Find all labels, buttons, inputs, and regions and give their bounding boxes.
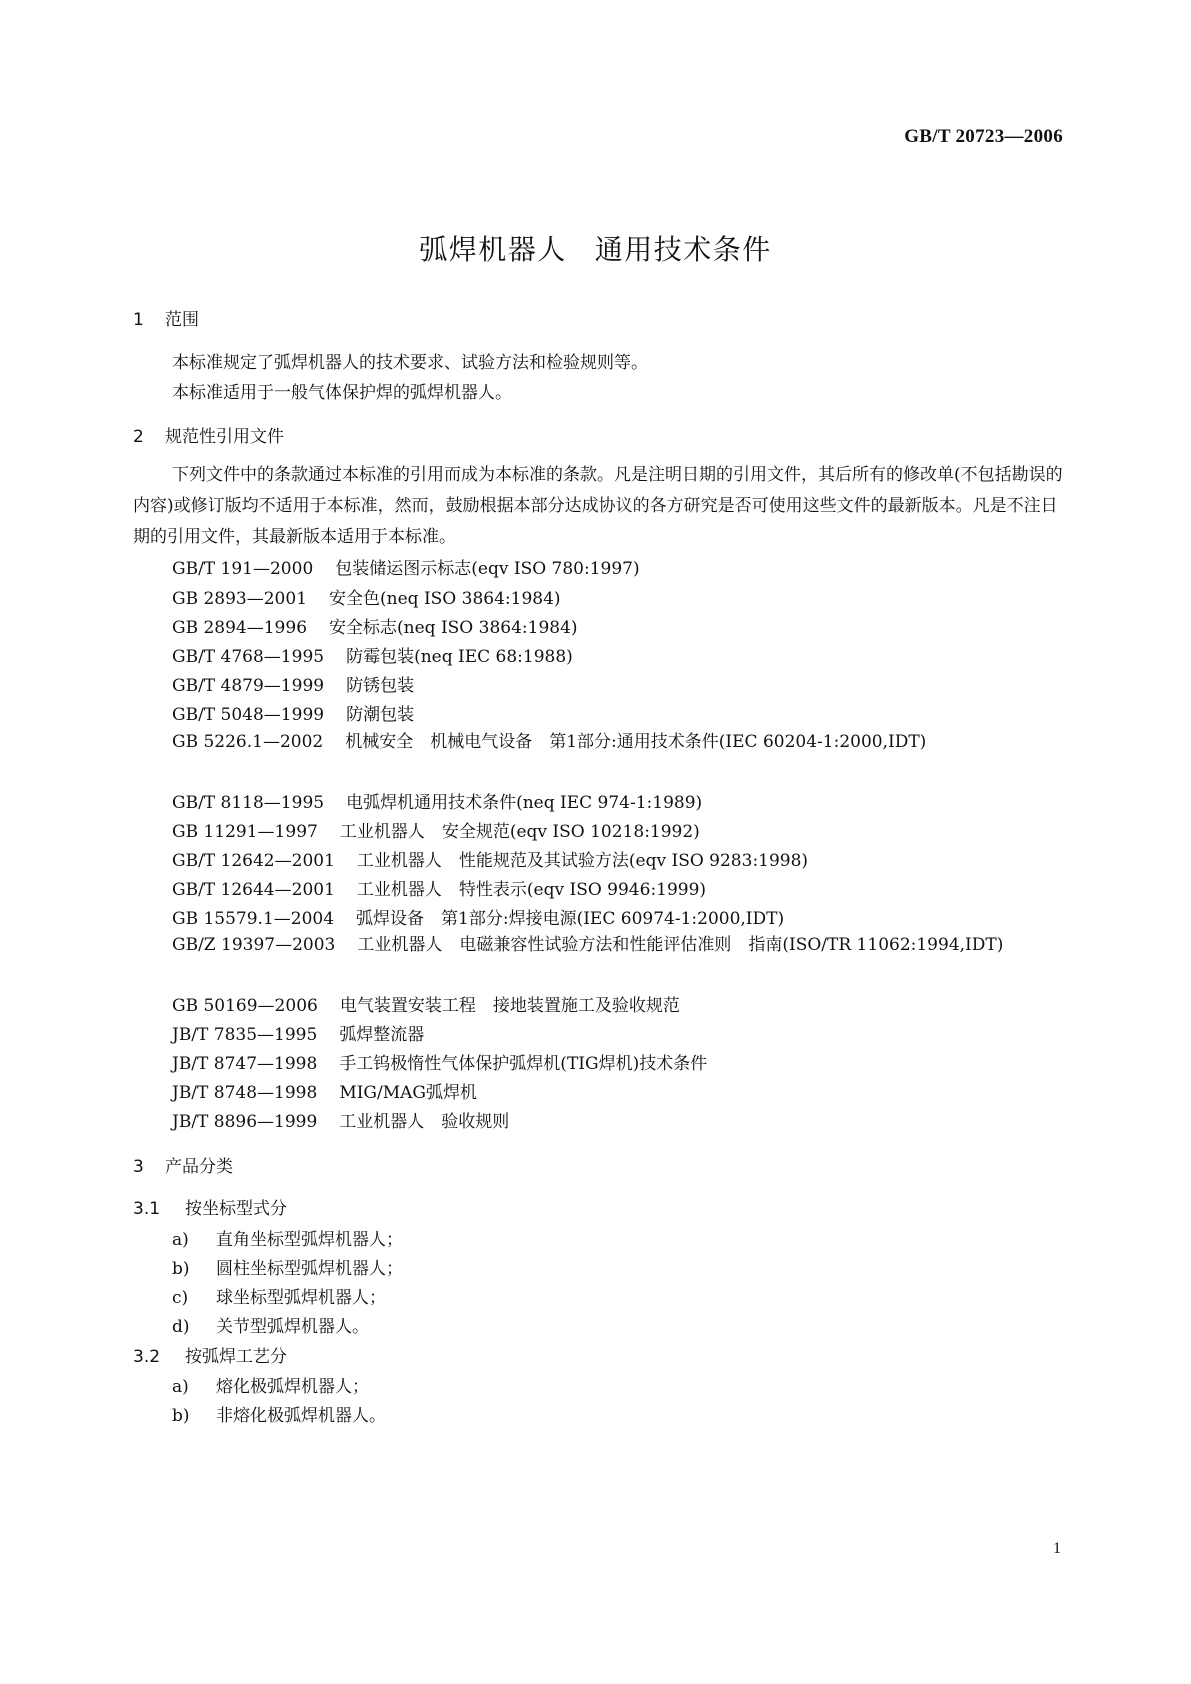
list-item: b) 圆柱坐标型弧焊机器人； bbox=[172, 1259, 403, 1279]
reference-item: GB/T 12642—2001 工业机器人 性能规范及其试验方法(eqv ISO 9283:1998) bbox=[172, 851, 809, 871]
document-title bbox=[0, 228, 1191, 268]
reference-item: JB/T 8896—1999 工业机器人 验收规则 bbox=[172, 1112, 510, 1132]
reference-item: GB/Z 19397—2003 工业机器人 电磁兼容性试验方法和性能评估准则 指南(ISO/TR 11062:1994,IDT) bbox=[172, 935, 1004, 955]
section-1-heading: 1 范围 bbox=[133, 310, 199, 330]
reference-item: GB 11291—1997 工业机器人 安全规范(eqv ISO 10218:1992) bbox=[172, 822, 700, 842]
page-number: 1 bbox=[1053, 1540, 1061, 1557]
reference-item: JB/T 8747—1998 手工钨极惰性气体保护弧焊机(TIG焊机)技术条件 bbox=[172, 1054, 708, 1074]
reference-item: GB 50169—2006 电气装置安装工程 接地装置施工及验收规范 bbox=[172, 996, 680, 1016]
section-3-2-heading: 3.2 按弧焊工艺分 bbox=[133, 1347, 287, 1367]
section-2-heading: 2 规范性引用文件 bbox=[133, 427, 284, 447]
list-item: c) 球坐标型弧焊机器人； bbox=[172, 1288, 386, 1308]
reference-item: GB 5226.1—2002 机械安全 机械电气设备 第1部分:通用技术条件(IEC 60204-1:2000,IDT) bbox=[172, 732, 927, 752]
section-3-1-heading: 3.1 按坐标型式分 bbox=[133, 1199, 287, 1219]
reference-item: GB/T 5048—1999 防潮包装 bbox=[172, 705, 415, 725]
title-part-1: 弧焊机器人 bbox=[419, 233, 567, 266]
section-1-line-2: 本标准适用于一般气体保护焊的弧焊机器人。 bbox=[172, 383, 512, 403]
reference-item: GB/T 8118—1995 电弧焊机通用技术条件(neq IEC 974-1:1989) bbox=[172, 793, 703, 813]
reference-item: JB/T 7835—1995 弧焊整流器 bbox=[172, 1025, 425, 1045]
title-part-2: 通用技术条件 bbox=[594, 233, 772, 266]
reference-item: GB 15579.1—2004 弧焊设备 第1部分:焊接电源(IEC 60974-1:2000,IDT) bbox=[172, 909, 785, 929]
reference-item: GB 2894—1996 安全标志(neq ISO 3864:1984) bbox=[172, 618, 578, 638]
reference-item: GB/T 4879—1999 防锈包装 bbox=[172, 676, 415, 696]
section-1-line-1: 本标准规定了弧焊机器人的技术要求、试验方法和检验规则等。 bbox=[172, 353, 648, 373]
standard-number: GB/T 20723—2006 bbox=[904, 126, 1063, 147]
list-item: d) 关节型弧焊机器人。 bbox=[172, 1317, 369, 1337]
reference-item: GB/T 4768—1995 防霉包装(neq IEC 68:1988) bbox=[172, 647, 573, 667]
reference-item: GB 2893—2001 安全色(neq ISO 3864:1984) bbox=[172, 589, 561, 609]
section-3-heading: 3 产品分类 bbox=[133, 1157, 233, 1177]
list-item: a) 熔化极弧焊机器人； bbox=[172, 1377, 369, 1397]
list-item: b) 非熔化极弧焊机器人。 bbox=[172, 1406, 386, 1426]
list-item: a) 直角坐标型弧焊机器人； bbox=[172, 1230, 403, 1250]
reference-item: JB/T 8748—1998 MIG/MAG弧焊机 bbox=[172, 1083, 478, 1103]
reference-item: GB/T 191—2000 包装储运图示标志(eqv ISO 780:1997) bbox=[172, 559, 640, 579]
section-2-intro: 下列文件中的条款通过本标准的引用而成为本标准的条款。凡是注明日期的引用文件，其后所有的修改单(不包括勘误的内容)或修订版均不适用于本标准，然而，鼓励根据本部分达成协议的各方研究是否可使用这些文件的最新版本。凡是不注日期的引用文件，其最新版本适用于本标准。 bbox=[133, 465, 1063, 547]
reference-item: GB/T 12644—2001 工业机器人 特性表示(eqv ISO 9946:1999) bbox=[172, 880, 707, 900]
